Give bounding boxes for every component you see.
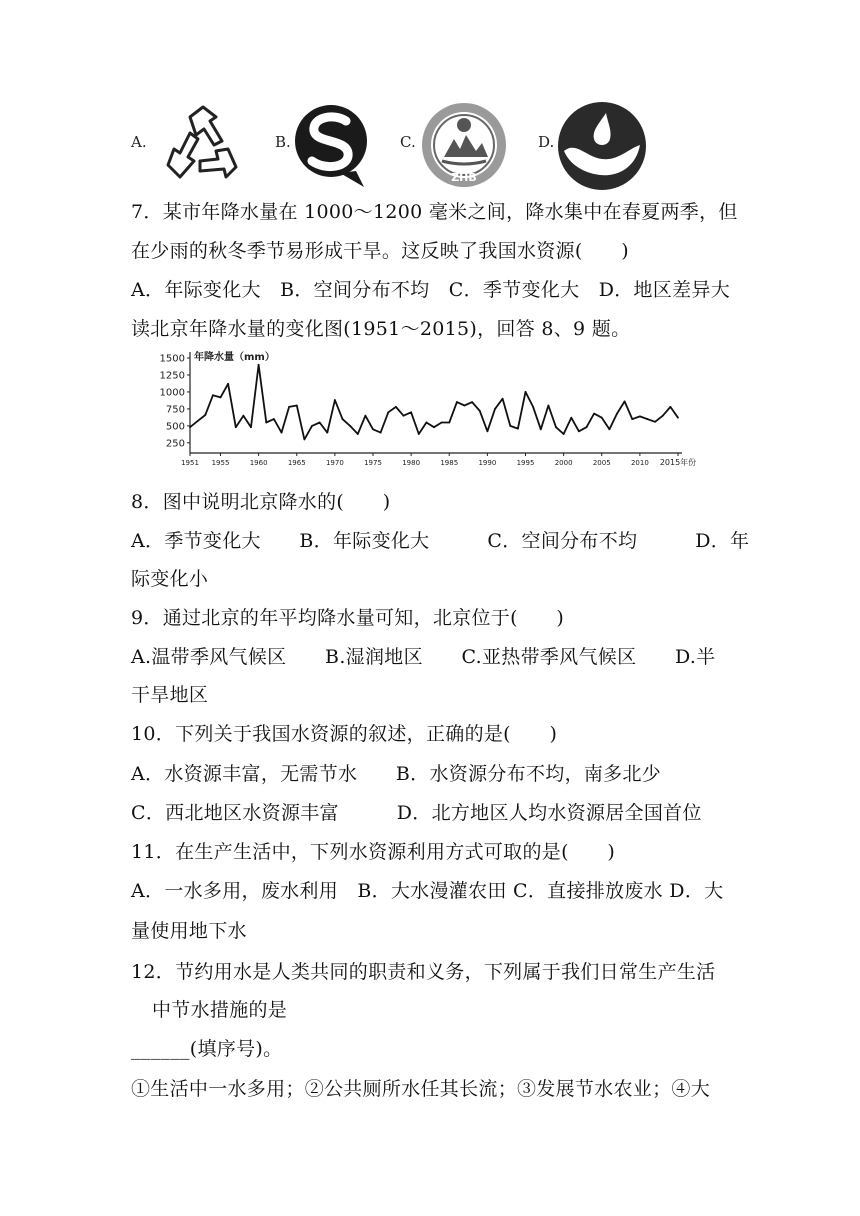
q12-choices: ①生活中一水多用；②公共厕所水任其长流；③发展节水农业；④大 — [131, 1078, 711, 1100]
data-point — [669, 406, 671, 408]
data-point — [448, 422, 450, 424]
data-point — [418, 433, 420, 435]
data-point — [326, 432, 328, 434]
q9-options-line2: 干旱地区 — [131, 684, 209, 706]
data-point — [509, 425, 511, 427]
data-point — [273, 418, 275, 420]
q7-options: A．年际变化大 B．空间分布不均 C．季节变化大 D．地区差异大 — [131, 279, 731, 301]
x-tick-label: 1960 — [249, 459, 268, 467]
data-point — [662, 415, 664, 417]
data-point — [517, 428, 519, 430]
data-point — [616, 413, 618, 415]
q11-options-line2: 量使用地下水 — [131, 920, 247, 942]
data-point — [486, 430, 488, 432]
data-point — [479, 410, 481, 412]
q7-stem-line2: 在少雨的秋冬季节易形成干旱。这反映了我国水资源( ) — [131, 240, 629, 262]
x-tick-label: 2005 — [592, 459, 611, 467]
data-point — [189, 426, 191, 428]
data-point — [540, 428, 542, 430]
x-tick-label: 2000 — [554, 459, 573, 467]
data-point — [303, 439, 305, 441]
x-tick-label: 1990 — [478, 459, 497, 467]
data-point — [372, 428, 374, 430]
data-point — [235, 426, 237, 428]
y-tick-label: 500 — [165, 421, 185, 433]
water-drop-icon — [556, 101, 648, 191]
data-point — [555, 426, 557, 428]
data-point — [654, 421, 656, 423]
data-point — [425, 422, 427, 424]
data-point — [593, 413, 595, 415]
data-point — [242, 415, 244, 417]
data-point — [342, 418, 344, 420]
data-point — [464, 405, 466, 407]
data-point — [349, 425, 351, 427]
x-tick-label: 1980 — [402, 459, 421, 467]
q10-options-line2: C．西北地区水资源丰富 D．北方地区人均水资源居全国首位 — [131, 802, 702, 824]
data-point — [456, 401, 458, 403]
data-point — [311, 425, 313, 427]
q9-options-line1: A.温带季风气候区 B.湿润地区 C.亚热带季风气候区 D.半 — [131, 646, 716, 668]
data-point — [380, 432, 382, 434]
q7-stem-line1: 7．某市年降水量在 1000～1200 毫米之间，降水集中在春夏两季，但 — [131, 201, 738, 223]
option-a-label: A. — [131, 133, 147, 151]
seal-text: ZHB — [451, 171, 477, 184]
data-point — [639, 415, 641, 417]
q9-stem: 9．通过北京的年平均降水量可知，北京位于( ) — [131, 607, 565, 629]
q8-9-intro: 读北京年降水量的变化图(1951～2015)，回答 8、9 题。 — [131, 318, 631, 340]
data-point — [532, 406, 534, 408]
x-tick-label: 1995 — [516, 459, 535, 467]
x-tick-label: 1975 — [364, 459, 382, 467]
data-point — [364, 415, 366, 417]
data-point — [677, 417, 679, 419]
data-point — [494, 408, 496, 410]
precipitation-series-line — [190, 365, 678, 440]
data-point — [502, 398, 504, 400]
data-point — [403, 415, 405, 417]
x-tick-label: 1970 — [325, 459, 344, 467]
x-tick-label: 1965 — [287, 459, 306, 467]
data-point — [357, 433, 359, 435]
data-point — [631, 418, 633, 420]
data-point — [227, 383, 229, 385]
data-point — [601, 417, 603, 419]
data-point — [586, 426, 588, 428]
data-point — [441, 422, 443, 424]
data-point — [197, 420, 199, 422]
recycle-icon — [160, 101, 246, 187]
data-point — [296, 405, 298, 407]
data-point — [433, 426, 435, 428]
x-tick-label: 2010 — [630, 459, 649, 467]
y-tick-label: 1500 — [159, 353, 185, 365]
y-tick-label: 1250 — [159, 370, 185, 382]
data-point — [204, 414, 206, 416]
data-point — [624, 401, 626, 403]
data-point — [212, 394, 214, 396]
y-tick-label: 750 — [165, 404, 185, 416]
data-point — [319, 422, 321, 424]
data-point — [547, 405, 549, 407]
precipitation-chart-svg — [150, 350, 710, 470]
x-axis-end-label: 2015年份 — [659, 458, 697, 467]
q10-stem: 10．下列关于我国水资源的叙述，正确的是( ) — [131, 723, 558, 745]
x-tick-label: 1955 — [211, 459, 230, 467]
chart-title: 年降水量（mm） — [194, 352, 275, 363]
data-point — [608, 428, 610, 430]
data-point — [525, 391, 527, 393]
q12-stem-line2: 中节水措施的是 — [152, 999, 288, 1021]
quality-s-icon — [290, 101, 372, 189]
data-point — [220, 396, 222, 398]
option-d-label: D. — [538, 133, 555, 151]
precipitation-chart — [150, 350, 710, 470]
q12-stem-line1: 12．节约用水是人类共同的职责和义务，下列属于我们日常生产生活 — [131, 961, 716, 983]
x-tick-label: 1985 — [440, 459, 459, 467]
data-point — [265, 422, 267, 424]
q11-stem: 11．在生产生活中，下列水资源利用方式可取的是( ) — [131, 841, 616, 863]
data-point — [387, 411, 389, 413]
data-point — [647, 418, 649, 420]
data-point — [578, 430, 580, 432]
y-tick-label: 1000 — [159, 387, 185, 399]
data-point — [288, 406, 290, 408]
q11-options-line1: A．一水多用，废水利用 B．大水漫灌农田 C．直接排放废水 D．大 — [131, 880, 724, 902]
data-point — [250, 426, 252, 428]
option-c-label: C. — [400, 133, 416, 151]
q8-stem: 8．图中说明北京降水的( ) — [131, 491, 391, 513]
q8-options-line1: A．季节变化大 B．年际变化大 C．空间分布不均 D．年 — [131, 530, 750, 552]
option-b-label: B. — [275, 133, 291, 151]
q10-options-line1: A．水资源丰富，无需节水 B．水资源分布不均，南多北少 — [131, 763, 662, 785]
data-point — [258, 364, 260, 366]
x-tick-label: 1951 — [181, 459, 199, 467]
q8-options-line2: 际变化小 — [131, 568, 209, 590]
data-point — [570, 417, 572, 419]
data-point — [281, 432, 283, 434]
data-point — [334, 399, 336, 401]
environmental-protection-seal — [420, 101, 508, 189]
q12-blank: ______(填序号)。 — [131, 1038, 283, 1060]
y-tick-label: 250 — [165, 438, 185, 450]
data-point — [395, 406, 397, 408]
data-point — [563, 433, 565, 435]
data-point — [410, 411, 412, 413]
data-point — [471, 401, 473, 403]
